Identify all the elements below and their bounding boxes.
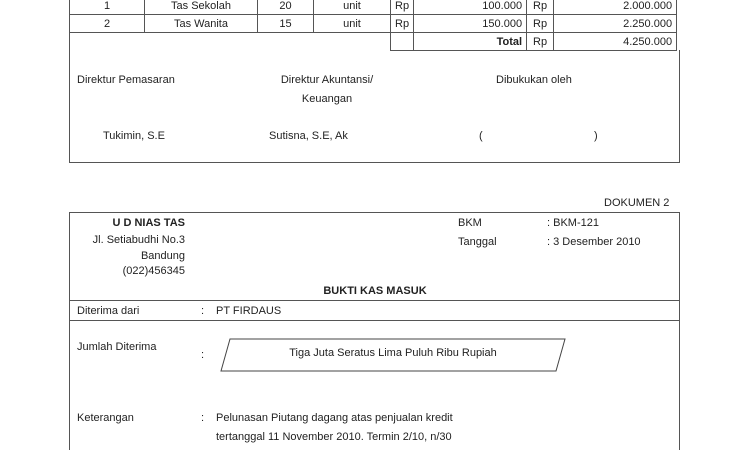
note-line-1: Pelunasan Piutang dagang atas penjualan kredit: [216, 412, 453, 424]
item-currency: Rp: [391, 15, 414, 33]
item-amount: 2.250.000: [554, 15, 677, 33]
item-currency: Rp: [527, 15, 554, 33]
item-currency: Rp: [391, 0, 414, 15]
doc1-border-left: [69, 50, 70, 162]
item-unit: unit: [314, 15, 391, 33]
doc1-border-right: [679, 50, 680, 162]
title-divider: [69, 300, 680, 301]
doc2-border-top: [69, 212, 680, 213]
total-currency: Rp: [527, 33, 554, 51]
amount-colon: :: [201, 349, 205, 361]
accounting-director-title-line1: Direktur Akuntansi/: [280, 74, 374, 86]
document-title: BUKTI KAS MASUK: [323, 285, 427, 297]
item-unit: unit: [314, 0, 391, 15]
total-value: 4.250.000: [554, 33, 677, 51]
table-row: [70, 15, 677, 33]
item-name: Tas Wanita: [145, 15, 258, 33]
doc2-border-left: [69, 212, 70, 450]
bkm-value: : BKM-121: [547, 217, 599, 229]
booked-by-title: Dibukukan oleh: [496, 74, 572, 86]
table-row: [70, 0, 677, 15]
items-table: [69, 0, 677, 51]
item-qty: 20: [258, 0, 314, 15]
document-label: DOKUMEN 2: [604, 197, 670, 209]
booked-by-close-paren: ): [594, 130, 598, 142]
note-label: Keterangan: [77, 412, 134, 424]
item-amount: 2.000.000: [554, 0, 677, 15]
item-qty: 15: [258, 15, 314, 33]
item-name: Tas Sekolah: [145, 0, 258, 15]
company-city: Bandung: [140, 250, 185, 262]
marketing-director-title: Direktur Pemasaran: [77, 74, 175, 86]
company-name: U D NIAS TAS: [112, 217, 185, 229]
company-address: Jl. Setiabudhi No.3: [92, 234, 185, 246]
item-no: 2: [70, 15, 145, 33]
doc1-border-bottom: [69, 162, 680, 163]
item-price: 150.000: [414, 15, 527, 33]
note-colon: :: [201, 412, 205, 424]
note-line-2: tertanggal 11 November 2010. Termin 2/10, n/30: [216, 431, 452, 443]
doc2-border-right: [679, 212, 680, 450]
bkm-label: BKM: [458, 217, 482, 229]
booked-by-open-paren: (: [479, 130, 483, 142]
marketing-director-name: Tukimin, S.E: [103, 130, 165, 142]
received-from-colon: :: [201, 305, 205, 317]
amount-words: Tiga Juta Seratus Lima Puluh Ribu Rupiah: [289, 347, 497, 359]
item-price: 100.000: [414, 0, 527, 15]
received-from-value: PT FIRDAUS: [216, 305, 282, 317]
accounting-director-title-line2: Keuangan: [301, 93, 353, 105]
date-label: Tanggal: [458, 236, 497, 248]
company-phone: (022)456345: [122, 265, 185, 277]
amount-label: Jumlah Diterima: [77, 341, 157, 353]
item-currency: Rp: [527, 0, 554, 15]
received-from-label: Diterima dari: [77, 305, 140, 317]
total-label: Total: [414, 33, 527, 51]
received-from-divider: [69, 320, 680, 321]
date-value: : 3 Desember 2010: [547, 236, 641, 248]
accounting-director-name: Sutisna, S.E, Ak: [269, 130, 348, 142]
total-row: [70, 33, 677, 51]
item-no: 1: [70, 0, 145, 15]
